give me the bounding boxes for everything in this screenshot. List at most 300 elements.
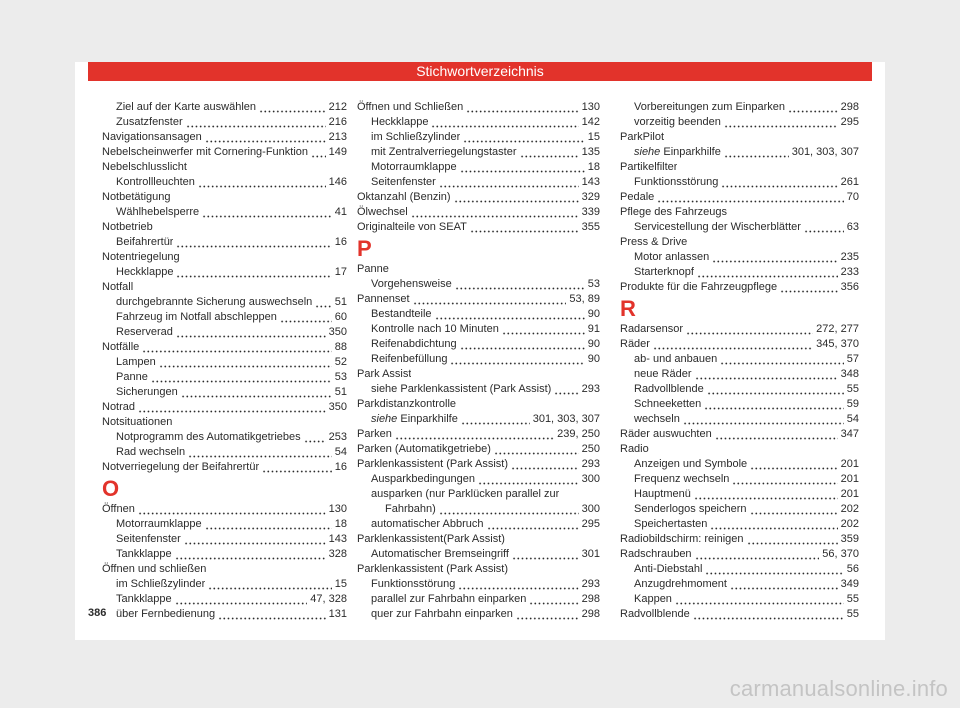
index-subentry [357, 517, 600, 532]
page-reference: 348 [840, 367, 859, 380]
entry-label: Einparkhilfe [663, 145, 721, 158]
page-reference: 130 [581, 100, 600, 113]
entry-text [371, 322, 499, 337]
entry-label: Frequenz wechseln [634, 472, 730, 485]
index-subentry [620, 115, 859, 130]
entry-text [620, 280, 777, 295]
dot-leader [466, 100, 578, 115]
dot-leader [707, 382, 844, 397]
entry-label: Speichertasten [634, 517, 708, 530]
section-header [88, 62, 872, 81]
entry-label: Ölwechsel [357, 205, 408, 218]
entry-text [620, 532, 744, 547]
page-reference: 146 [328, 175, 347, 188]
page-reference: 149 [328, 145, 347, 158]
entry-label: Vorbereitungen zum Einparken [634, 100, 786, 113]
page-number: 386 [88, 607, 107, 619]
entry-text [116, 115, 183, 130]
entry-label: Motorraumklappe [371, 160, 457, 173]
index-entry [102, 502, 347, 517]
dot-leader [502, 322, 585, 337]
index-entry [102, 562, 347, 577]
dot-leader [304, 430, 326, 445]
index-subentry [620, 592, 859, 607]
index-entry [102, 250, 347, 265]
page-reference: 239, 250 [557, 427, 600, 440]
entry-text [634, 175, 718, 190]
entry-text [371, 307, 432, 322]
page-reference: 17 [334, 265, 347, 278]
index-subentry [357, 130, 600, 145]
entry-label: Parken [357, 427, 392, 440]
index-subentry [102, 577, 347, 592]
index-entry [357, 442, 600, 457]
entry-text [102, 145, 308, 160]
page-reference: 18 [334, 517, 347, 530]
index-entry [102, 130, 347, 145]
entry-text [371, 145, 517, 160]
entry-label: Anzugdrehmoment [634, 577, 727, 590]
entry-label: Ziel auf der Karte auswählen [116, 100, 257, 113]
page-reference: 300 [581, 502, 600, 515]
entry-text [634, 577, 727, 592]
index-column-2 [357, 100, 600, 622]
dot-leader [720, 352, 844, 367]
entry-text [634, 502, 747, 517]
entry-text [357, 397, 456, 412]
see-reference: siehe [634, 145, 661, 158]
entry-text [116, 430, 301, 445]
index-entry [620, 130, 859, 145]
entry-label: Radschrauben [620, 547, 692, 560]
page-reference: 253 [328, 430, 347, 443]
entry-label: vorzeitig beenden [634, 115, 721, 128]
entry-label: Senderlogos speichern [634, 502, 747, 515]
entry-text [620, 160, 677, 175]
entry-text [620, 337, 650, 352]
entry-label: im Schließzylinder [116, 577, 206, 590]
entry-text [357, 100, 463, 115]
dot-leader [395, 427, 554, 442]
page-reference: 298 [581, 592, 600, 605]
entry-label: Pflege des Fahrzeugs [620, 205, 728, 218]
index-subentry [357, 607, 600, 622]
entry-text [634, 457, 747, 472]
entry-label: Press & Drive [620, 235, 688, 248]
entry-label: Pedale [620, 190, 655, 203]
dot-leader [455, 277, 585, 292]
page-reference: 16 [334, 235, 347, 248]
entry-label: Öffnen und schließen [102, 562, 207, 575]
entry-label: Notentriegelung [102, 250, 180, 263]
entry-text [371, 277, 452, 292]
index-subentry [620, 457, 859, 472]
dot-leader [138, 400, 326, 415]
dot-leader [780, 280, 837, 295]
entry-label: wechseln [634, 412, 680, 425]
page-reference: 350 [328, 325, 347, 338]
page-reference: 295 [840, 115, 859, 128]
dot-leader [184, 532, 326, 547]
entry-label: quer zur Fahrbahn einparken [371, 607, 513, 620]
entry-text [116, 100, 256, 115]
index-subentry [620, 220, 859, 235]
index-subentry [620, 517, 859, 532]
entry-label: Parklenkassistent (Park Assist) [357, 562, 508, 575]
dot-leader [175, 592, 308, 607]
entry-label: Notbetrieb [102, 220, 153, 233]
entry-label: Notfall [102, 280, 134, 293]
entry-label: Funktionsstörung [634, 175, 719, 188]
index-subentry [620, 412, 859, 427]
dot-leader [710, 517, 837, 532]
index-entry [102, 160, 347, 175]
page-reference: 143 [581, 175, 600, 188]
entry-text [371, 382, 551, 397]
index-entry [102, 280, 347, 295]
dot-leader [176, 265, 331, 280]
dot-leader [653, 337, 813, 352]
entry-label: Ausparkbedingungen [371, 472, 475, 485]
page-reference: 345, 370 [816, 337, 859, 350]
dot-leader [431, 115, 578, 130]
entry-text [620, 205, 727, 220]
dot-leader [159, 355, 332, 370]
index-subentry [102, 295, 347, 310]
page-reference: 16 [334, 460, 347, 473]
entry-label: ParkPilot [620, 130, 665, 143]
entry-text [634, 412, 680, 427]
entry-label: Kontrolle nach 10 Minuten [371, 322, 499, 335]
entry-label: Fahrbahn) [385, 502, 436, 515]
entry-text [116, 577, 205, 592]
index-entry [620, 322, 859, 337]
page-reference: 90 [587, 352, 600, 365]
index-subentry [357, 277, 600, 292]
dot-leader [439, 175, 579, 190]
page-reference: 301, 303, 307 [532, 412, 600, 425]
dot-leader [487, 517, 579, 532]
entry-text [357, 457, 508, 472]
index-entry [357, 220, 600, 235]
entry-text [357, 562, 508, 577]
index-entry [102, 145, 347, 160]
dot-leader [695, 547, 820, 562]
entry-text [620, 442, 649, 457]
entry-text [116, 295, 312, 310]
entry-text [116, 517, 202, 532]
entry-text [102, 502, 135, 517]
index-entry [357, 397, 600, 412]
index-entry [357, 292, 600, 307]
entry-text [357, 367, 411, 382]
entry-label: Park Assist [357, 367, 412, 380]
page-reference: 88 [334, 340, 347, 353]
page-reference: 355 [581, 220, 600, 233]
index-letter-heading: O [102, 475, 120, 501]
page-reference: 293 [581, 382, 600, 395]
dot-leader [315, 295, 331, 310]
dot-leader [188, 445, 332, 460]
entry-text [357, 262, 389, 277]
index-subentry [357, 592, 600, 607]
index-subentry [102, 115, 347, 130]
dot-leader [724, 145, 789, 160]
entry-label: Pannenset [357, 292, 410, 305]
entry-label: Öffnen und Schließen [357, 100, 464, 113]
index-entry [357, 532, 600, 547]
index-entry [357, 205, 600, 220]
index-subentry [357, 160, 600, 175]
page-reference: 51 [334, 295, 347, 308]
index-entry [620, 337, 859, 352]
entry-text [116, 265, 173, 280]
entry-label: durchgebrannte Sicherung auswechseln [116, 295, 313, 308]
page-reference: 293 [581, 577, 600, 590]
page-reference: 329 [581, 190, 600, 203]
index-entry [357, 562, 600, 577]
page-reference: 131 [328, 607, 347, 620]
entry-label: Rad wechseln [116, 445, 186, 458]
index-subentry [620, 382, 859, 397]
index-subentry [102, 430, 347, 445]
watermark: carmanualsonline.info [729, 676, 948, 701]
entry-label: Anti-Diebstahl [634, 562, 703, 575]
page-reference: 216 [328, 115, 347, 128]
entry-label: Oktanzahl (Benzin) [357, 190, 451, 203]
page-reference: 142 [581, 115, 600, 128]
entry-text [371, 130, 460, 145]
page-reference: 90 [587, 337, 600, 350]
entry-label: Kontrollleuchten [116, 175, 195, 188]
page-reference: 261 [840, 175, 859, 188]
entry-text [116, 205, 199, 220]
index-subentry [620, 502, 859, 517]
dot-leader [694, 487, 838, 502]
index-subentry [620, 265, 859, 280]
index-subentry [102, 607, 347, 622]
page-reference: 356 [840, 280, 859, 293]
entry-label: Panne [116, 370, 148, 383]
entry-text [116, 310, 277, 325]
index-entry [620, 442, 859, 457]
entry-label: über Fernbedienung [116, 607, 216, 620]
entry-text [102, 415, 172, 430]
page-reference: 55 [846, 607, 859, 620]
index-subentry [102, 100, 347, 115]
index-entry [102, 220, 347, 235]
entry-label: Parklenkassistent(Park Assist) [357, 532, 505, 545]
index-column-1 [102, 100, 347, 622]
dot-leader [205, 517, 332, 532]
entry-text [371, 115, 428, 130]
entry-text [634, 100, 785, 115]
page-reference: 233 [840, 265, 859, 278]
page-reference: 347 [840, 427, 859, 440]
page-reference: 63 [846, 220, 859, 233]
page-reference: 70 [846, 190, 859, 203]
entry-label: Reifenbefüllung [371, 352, 448, 365]
index-letter-heading: P [357, 235, 372, 261]
entry-label: ab- und anbauen [634, 352, 718, 365]
page-reference: 60 [334, 310, 347, 323]
index-subentry [102, 355, 347, 370]
entry-label: Servicestellung der Wischerblätter [634, 220, 801, 233]
dot-leader [460, 337, 585, 352]
dot-leader [176, 235, 331, 250]
entry-label: Radiobildschirm: reinigen [620, 532, 744, 545]
dot-leader [259, 100, 326, 115]
entry-label: siehe Parklenkassistent (Park Assist) [371, 382, 552, 395]
index-subentry [357, 175, 600, 190]
dot-leader [693, 607, 844, 622]
entry-label: Heckklappe [116, 265, 174, 278]
index-subentry [357, 322, 600, 337]
index-subentry [357, 307, 600, 322]
entry-label: Zusatzfenster [116, 115, 183, 128]
entry-label: Parken (Automatikgetriebe) [357, 442, 491, 455]
index-subentry [102, 517, 347, 532]
index-subentry [620, 100, 859, 115]
index-entry [620, 280, 859, 295]
index-subentry [357, 115, 600, 130]
entry-text [634, 220, 801, 235]
entry-label: Produkte für die Fahrzeugpflege [620, 280, 778, 293]
entry-label: Nebelscheinwerfer mit Cornering-Funktion [102, 145, 309, 158]
dot-leader [450, 352, 584, 367]
entry-label: Notrad [102, 400, 136, 413]
dot-leader [181, 385, 332, 400]
page-reference: 143 [328, 532, 347, 545]
dot-leader [750, 457, 838, 472]
entry-label: mit Zentralverriegelungstaster [371, 145, 517, 158]
dot-leader [138, 502, 326, 517]
index-entry [620, 235, 859, 250]
dot-leader [715, 427, 838, 442]
entry-label: parallel zur Fahrbahn einparken [371, 592, 527, 605]
entry-label: Reserverad [116, 325, 173, 338]
index-entry [102, 400, 347, 415]
page-reference: 328 [328, 547, 347, 560]
dot-leader [478, 472, 579, 487]
entry-text [102, 400, 135, 415]
entry-label: Schneeketten [634, 397, 702, 410]
index-subentry [620, 175, 859, 190]
index-entry [102, 340, 347, 355]
dot-leader [747, 532, 838, 547]
page-reference: 295 [581, 517, 600, 530]
index-subentry [620, 487, 859, 502]
entry-label: Öffnen [102, 502, 135, 515]
index-subentry [102, 592, 347, 607]
dot-leader [712, 250, 837, 265]
index-entry [620, 205, 859, 220]
page-reference: 57 [846, 352, 859, 365]
entry-label: Reifenabdichtung [371, 337, 457, 350]
dot-leader [675, 592, 844, 607]
entry-text [357, 205, 408, 220]
entry-label: automatischer Abbruch [371, 517, 484, 530]
page-reference: 298 [581, 607, 600, 620]
page-reference: 350 [328, 400, 347, 413]
dot-leader [730, 577, 838, 592]
page-reference: 53, 89 [569, 292, 600, 305]
dot-leader [142, 340, 331, 355]
entry-text [102, 250, 180, 265]
dot-leader [202, 205, 332, 220]
index-subentry [357, 412, 600, 427]
entry-text [102, 130, 202, 145]
page-reference: 91 [587, 322, 600, 335]
entry-text [634, 250, 709, 265]
dot-leader [804, 220, 844, 235]
entry-text [357, 190, 451, 205]
page-reference: 250 [581, 442, 600, 455]
entry-label: Anzeigen und Symbole [634, 457, 748, 470]
entry-text [357, 220, 467, 235]
entry-text [357, 292, 410, 307]
entry-label: Nebelschlusslicht [102, 160, 187, 173]
entry-text [620, 190, 654, 205]
page-reference: 54 [334, 445, 347, 458]
page-reference: 301 [581, 547, 600, 560]
entry-text [102, 340, 139, 355]
page-reference: 293 [581, 457, 600, 470]
dot-leader [686, 322, 813, 337]
entry-text [620, 607, 690, 622]
entry-text [620, 427, 712, 442]
entry-label: Wählhebelsperre [116, 205, 200, 218]
entry-text [357, 427, 392, 442]
index-subentry [357, 352, 600, 367]
entry-label: Kappen [634, 592, 672, 605]
index-subentry [620, 367, 859, 382]
index-entry [620, 547, 859, 562]
entry-label: Notfälle [102, 340, 140, 353]
entry-text [620, 235, 687, 250]
entry-text [102, 220, 153, 235]
entry-text [102, 562, 206, 577]
section-title: Stichwortverzeichnis [416, 63, 544, 79]
index-entry [102, 460, 347, 475]
index-subentry [102, 445, 347, 460]
entry-text [634, 367, 692, 382]
entry-text [634, 115, 721, 130]
page-reference: 300 [581, 472, 600, 485]
entry-label: Panne [357, 262, 389, 275]
index-subentry [357, 472, 600, 487]
entry-text [634, 352, 717, 367]
index-entry [620, 190, 859, 205]
entry-text [116, 445, 185, 460]
entry-label: Räder auswuchten [620, 427, 712, 440]
entry-label: Radio [620, 442, 649, 455]
index-subentry [357, 502, 600, 517]
entry-label: Originalteile von SEAT [357, 220, 467, 233]
dot-leader [151, 370, 332, 385]
entry-text [371, 472, 475, 487]
dot-leader [657, 190, 843, 205]
index-subentry [102, 235, 347, 250]
page-reference: 235 [840, 250, 859, 263]
index-column-3 [620, 100, 859, 622]
entry-text [357, 532, 505, 547]
entry-label: neue Räder [634, 367, 692, 380]
entry-label: Navigationsansagen [102, 130, 202, 143]
entry-text [116, 592, 172, 607]
entry-text [620, 130, 664, 145]
page-reference: 212 [328, 100, 347, 113]
